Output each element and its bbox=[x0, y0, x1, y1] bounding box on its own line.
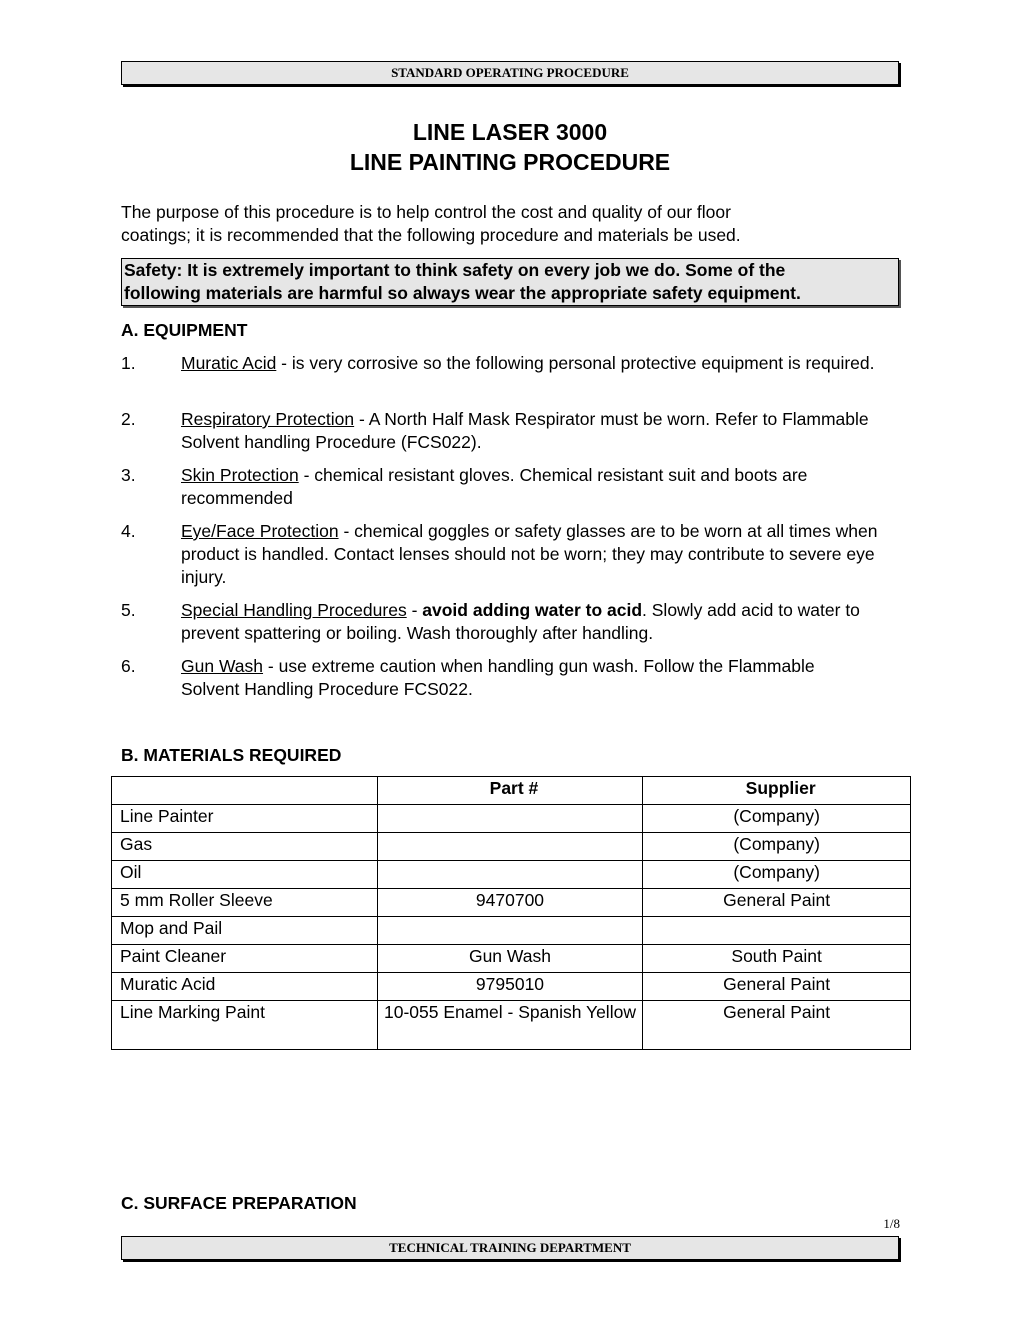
section-c-heading: C. SURFACE PREPARATION bbox=[121, 1193, 357, 1213]
header-banner: STANDARD OPERATING PROCEDURE bbox=[121, 61, 899, 85]
table-cell: General Paint bbox=[643, 973, 911, 1001]
intro-line-1: The purpose of this procedure is to help control the cost and quality of our floor bbox=[121, 202, 731, 222]
column-header: Part # bbox=[377, 777, 643, 805]
section-a-heading: A. EQUIPMENT bbox=[121, 320, 248, 340]
table-cell: General Paint bbox=[643, 889, 911, 917]
item-term: Skin Protection bbox=[181, 465, 299, 485]
materials-table bbox=[111, 776, 911, 1050]
table-cell: Mop and Pail bbox=[112, 917, 378, 945]
item-separator: - bbox=[406, 600, 423, 620]
table-cell: 5 mm Roller Sleeve bbox=[112, 889, 378, 917]
item-text: - chemical goggles or safety glasses are to be worn at all times when product is handled. Contact lenses should not be worn; they may contribute to severe eye injury. bbox=[181, 521, 878, 587]
table-cell: South Paint bbox=[643, 945, 911, 973]
item-text: . Slowly add acid to water to prevent spattering or boiling. Wash thoroughly after handling. bbox=[181, 600, 860, 643]
table-cell bbox=[377, 805, 643, 833]
safety-line-1: Safety: It is extremely important to think safety on every job we do. Some of the bbox=[124, 260, 786, 280]
intro-line-2: coatings; it is recommended that the following procedure and materials be used. bbox=[121, 225, 741, 245]
item-term: Special Handling Procedures bbox=[181, 600, 407, 620]
item-number: 1. bbox=[121, 353, 136, 373]
item-number: 2. bbox=[121, 409, 136, 429]
table-header-row bbox=[112, 777, 911, 805]
section-b-heading: B. MATERIALS REQUIRED bbox=[121, 745, 342, 765]
page-number: 1/8 bbox=[883, 1216, 900, 1231]
table-cell: 9470700 bbox=[377, 889, 643, 917]
table-cell: Oil bbox=[112, 861, 378, 889]
table-row bbox=[112, 861, 911, 889]
item-text: - use extreme caution when handling gun wash. Follow the Flammable Solvent Handling Procedure FCS022. bbox=[181, 656, 815, 699]
table-row bbox=[112, 805, 911, 833]
item-number: 3. bbox=[121, 465, 136, 485]
column-header bbox=[112, 777, 378, 805]
item-term: Gun Wash bbox=[181, 656, 264, 676]
title-line-2: LINE PAINTING PROCEDURE bbox=[349, 149, 671, 175]
table-cell: (Company) bbox=[643, 833, 911, 861]
table-cell: General Paint bbox=[643, 1001, 911, 1050]
table-cell: Line Marking Paint bbox=[112, 1001, 378, 1050]
item-term: Respiratory Protection bbox=[181, 409, 355, 429]
table-row bbox=[112, 973, 911, 1001]
item-number: 5. bbox=[121, 600, 136, 620]
table-cell: Gun Wash bbox=[377, 945, 643, 973]
item-number: 4. bbox=[121, 521, 136, 541]
table-row bbox=[112, 833, 911, 861]
table-cell: (Company) bbox=[643, 805, 911, 833]
table-cell: Line Painter bbox=[112, 805, 378, 833]
item-text: - is very corrosive so the following personal protective equipment is required. bbox=[276, 353, 875, 373]
table-cell: 9795010 bbox=[377, 973, 643, 1001]
footer-banner: TECHNICAL TRAINING DEPARTMENT bbox=[121, 1236, 899, 1260]
safety-box bbox=[121, 258, 899, 306]
table-cell bbox=[377, 861, 643, 889]
table-cell bbox=[643, 917, 911, 945]
table-cell: (Company) bbox=[643, 861, 911, 889]
safety-line-2: following materials are harmful so always wear the appropriate safety equipment. bbox=[124, 283, 801, 303]
table-cell: Paint Cleaner bbox=[112, 945, 378, 973]
table-row bbox=[112, 945, 911, 973]
item-text: - A North Half Mask Respirator must be worn. Refer to Flammable Solvent handling Procedure (FCS022). bbox=[181, 409, 869, 452]
table-row bbox=[112, 917, 911, 945]
table-cell bbox=[377, 833, 643, 861]
item-term: Eye/Face Protection bbox=[181, 521, 339, 541]
item-term: Muratic Acid bbox=[181, 353, 277, 373]
table-row bbox=[112, 889, 911, 917]
item-text: - chemical resistant gloves. Chemical resistant suit and boots are recommended bbox=[181, 465, 808, 508]
item-number: 6. bbox=[121, 656, 136, 676]
column-header: Supplier bbox=[643, 777, 911, 805]
table-cell bbox=[377, 917, 643, 945]
item-emphasis: avoid adding water to acid bbox=[422, 600, 643, 620]
table-cell: 10-055 Enamel - Spanish Yellow bbox=[377, 1001, 643, 1050]
title-line-1: LINE LASER 3000 bbox=[412, 119, 608, 145]
table-cell: Gas bbox=[112, 833, 378, 861]
table-cell: Muratic Acid bbox=[112, 973, 378, 1001]
table-row bbox=[112, 1001, 911, 1050]
